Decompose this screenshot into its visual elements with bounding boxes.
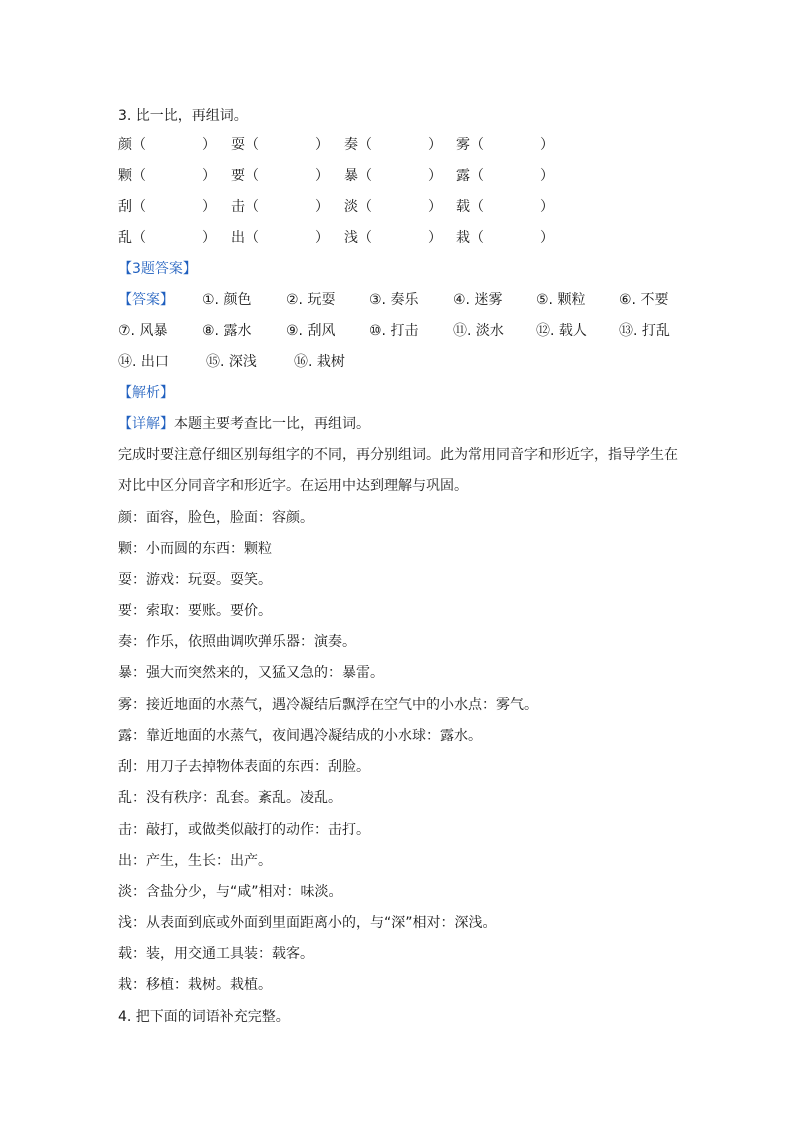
answer-item: ⑨. 刮风 bbox=[286, 323, 336, 339]
answer-item: ⑪. 淡水 bbox=[453, 323, 504, 339]
question-4-title: 4. 把下面的词语补充完整。 bbox=[118, 1009, 290, 1025]
explanation-line: 击：敲打，或做类似敲打的动作：击打。 bbox=[118, 822, 370, 838]
answer-item: ⑤. 颗粒 bbox=[536, 292, 586, 308]
bracket-item: 颗（ ） bbox=[118, 168, 216, 184]
bracket-item: 要（ ） bbox=[231, 168, 329, 184]
bracket-item: 淡（ ） bbox=[344, 199, 442, 215]
answer-label: 【答案】 bbox=[118, 292, 174, 308]
explanation-line: 耍：游戏：玩耍。耍笑。 bbox=[118, 572, 272, 588]
answer-row-1 bbox=[118, 290, 698, 310]
answer-item: ①. 颜色 bbox=[202, 292, 252, 308]
answer-item: ⑭. 出口 bbox=[118, 354, 169, 370]
bracket-row-1 bbox=[118, 135, 678, 155]
explanation-line: 雾：接近地面的水蒸气，遇冷凝结后飘浮在空气中的小水点：雾气。 bbox=[118, 697, 538, 713]
answer-item: ⑦. 风暴 bbox=[118, 323, 168, 339]
bracket-item: 出（ ） bbox=[231, 230, 329, 246]
intro-line-1: 完成时要注意仔细区别每组字的不同，再分别组词。此为常用同音字和形近字，指导学生在 bbox=[118, 447, 678, 463]
bracket-item: 颜（ ） bbox=[118, 137, 216, 153]
explanation-line: 栽：移植：栽树。栽植。 bbox=[118, 977, 272, 993]
bracket-item: 露（ ） bbox=[456, 168, 554, 184]
explanation-line: 暴：强大而突然来的，又猛又急的：暴雷。 bbox=[118, 665, 384, 681]
answer-item: ⑧. 露水 bbox=[202, 323, 252, 339]
explanation-line: 乱：没有秩序：乱套。紊乱。凌乱。 bbox=[118, 790, 342, 806]
bracket-item: 耍（ ） bbox=[231, 137, 329, 153]
explanation-line: 淡：含盐分少，与“咸”相对：味淡。 bbox=[118, 884, 343, 900]
answer-row-3 bbox=[118, 352, 698, 372]
detail-text: 本题主要考查比一比，再组词。 bbox=[174, 416, 370, 432]
explanation-line: 出：产生，生长：出产。 bbox=[118, 853, 272, 869]
bracket-row-4 bbox=[118, 228, 678, 248]
bracket-item: 乱（ ） bbox=[118, 230, 216, 246]
explanation-line: 露：靠近地面的水蒸气，夜间遇冷凝结成的小水球：露水。 bbox=[118, 728, 482, 744]
bracket-item: 雾（ ） bbox=[456, 137, 554, 153]
answer-item: ⑥. 不要 bbox=[619, 292, 669, 308]
bracket-item: 浅（ ） bbox=[344, 230, 442, 246]
bracket-item: 奏（ ） bbox=[344, 137, 442, 153]
explanation-line: 颜：面容，脸色，脸面：容颜。 bbox=[118, 510, 314, 526]
bracket-item: 载（ ） bbox=[456, 199, 554, 215]
bracket-item: 栽（ ） bbox=[456, 230, 554, 246]
answer-item: ⑫. 载人 bbox=[536, 323, 587, 339]
answer-item: ④. 迷雾 bbox=[453, 292, 503, 308]
answer-row-2 bbox=[118, 321, 698, 341]
bracket-item: 暴（ ） bbox=[344, 168, 442, 184]
bracket-row-3 bbox=[118, 197, 678, 217]
bracket-item: 刮（ ） bbox=[118, 199, 216, 215]
explanation-line: 奏：作乐，依照曲调吹弹乐器：演奏。 bbox=[118, 634, 356, 650]
answer-section-header: 【3题答案】 bbox=[118, 261, 197, 277]
intro-line-2: 对比中区分同音字和形近字。在运用中达到理解与巩固。 bbox=[118, 478, 468, 494]
detail-line bbox=[118, 414, 370, 434]
answer-item: ⑩. 打击 bbox=[369, 323, 419, 339]
bracket-row-2 bbox=[118, 166, 678, 186]
explanation-line: 浅：从表面到底或外面到里面距离小的，与“深”相对：深浅。 bbox=[118, 915, 497, 931]
answer-item: ③. 奏乐 bbox=[369, 292, 419, 308]
explanation-line: 载：装，用交通工具装：载客。 bbox=[118, 946, 314, 962]
answer-item: ②. 玩耍 bbox=[286, 292, 336, 308]
question-3-title: 3. 比一比，再组词。 bbox=[118, 108, 248, 124]
answer-item: ⑯. 栽树 bbox=[294, 354, 345, 370]
answer-item: ⑮. 深浅 bbox=[206, 354, 257, 370]
analysis-header: 【解析】 bbox=[118, 385, 174, 401]
explanation-line: 刮：用刀子去掉物体表面的东西：刮脸。 bbox=[118, 759, 370, 775]
bracket-item: 击（ ） bbox=[231, 199, 329, 215]
answer-item: ⑬. 打乱 bbox=[619, 323, 670, 339]
explanation-line: 颗：小而圆的东西：颗粒 bbox=[118, 541, 272, 557]
explanation-line: 要：索取：要账。要价。 bbox=[118, 603, 272, 619]
detail-label: 【详解】 bbox=[118, 416, 174, 432]
